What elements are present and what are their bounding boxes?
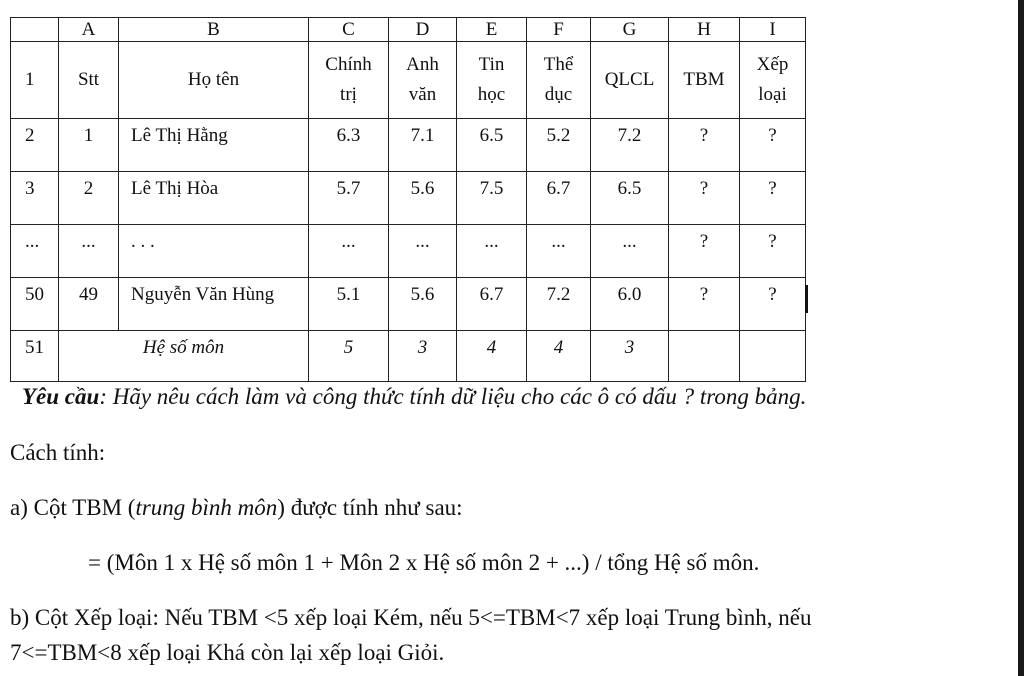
cell-xep-loai[interactable]: ? [740,172,806,225]
part-a-text [10,493,463,523]
col-header-g[interactable]: G [591,18,669,42]
cell-the-duc[interactable]: 7.2 [527,278,591,331]
cell-stt[interactable]: 2 [59,172,119,225]
row-number[interactable]: ... [11,225,59,278]
header-tin-hoc[interactable] [457,42,527,119]
table-row [11,225,806,278]
col-header-f[interactable]: F [527,18,591,42]
header-qlcl[interactable]: QLCL [591,42,669,119]
cell-qlcl[interactable]: 6.5 [591,172,669,225]
header-xep-loai[interactable] [740,42,806,119]
requirement-body: : Hãy nêu cách làm và công thức tính dữ liệu cho các ô có dấu ? trong bảng. [99,384,807,409]
header-line: loại [758,84,787,105]
page-border [1018,0,1024,676]
cell-name[interactable]: Lê Thị Hằng [119,119,309,172]
cell-the-duc[interactable]: 5.2 [527,119,591,172]
row-number[interactable]: 51 [11,331,59,382]
header-anh-van[interactable] [389,42,457,119]
header-chinh-tri[interactable] [309,42,389,119]
grade-table [10,17,806,382]
text-cursor [805,285,808,313]
cell-qlcl[interactable]: 7.2 [591,119,669,172]
cell-stt[interactable]: 1 [59,119,119,172]
header-line: Chính [325,54,372,75]
table-row [11,278,806,331]
coefficient-row [11,331,806,382]
cell-xep-loai[interactable]: ? [740,119,806,172]
cell-anh-van[interactable]: 5.6 [389,172,457,225]
cell-tbm[interactable]: ? [669,225,740,278]
col-header-h[interactable]: H [669,18,740,42]
cell-the-duc[interactable]: 6.7 [527,172,591,225]
row-number[interactable]: 1 [11,42,59,119]
coef-tin-hoc[interactable]: 4 [457,331,527,382]
tbm-formula: = (Môn 1 x Hệ số môn 1 + Môn 2 x Hệ số môn 2 + ...) / tổng Hệ số môn. [88,550,760,575]
cell-stt[interactable]: 49 [59,278,119,331]
cell-name[interactable]: Nguyễn Văn Hùng [119,278,309,331]
part-b-line-2: 7<=TBM<8 xếp loại Khá còn lại xếp loại Giỏi. [10,640,445,665]
cell-chinh-tri[interactable]: ... [309,225,389,278]
coef-the-duc[interactable]: 4 [527,331,591,382]
header-line: học [477,84,506,105]
col-header-i[interactable]: I [740,18,806,42]
part-b-line-1: b) Cột Xếp loại: Nếu TBM <5 xếp loại Kém, nếu 5<=TBM<7 xếp loại Trung bình, nếu [10,605,812,630]
header-line: Anh [406,54,439,75]
col-header-a[interactable]: A [59,18,119,42]
header-tbm[interactable]: TBM [669,42,740,119]
header-the-duc[interactable] [527,42,591,119]
header-name[interactable]: Họ tên [119,42,309,119]
cell-chinh-tri[interactable]: 6.3 [309,119,389,172]
coef-xep-loai-empty[interactable] [740,331,806,382]
method-heading: Cách tính: [10,440,106,465]
cell-anh-van[interactable]: 7.1 [389,119,457,172]
column-letter-row [11,18,806,42]
cell-name[interactable]: . . . [119,225,309,278]
header-line: Tin [478,54,505,75]
cell-stt[interactable]: ... [59,225,119,278]
header-line: trị [340,84,357,105]
table-row [11,119,806,172]
part-a-post: ) được tính như sau: [277,495,463,520]
col-header-d[interactable]: D [389,18,457,42]
coef-chinh-tri[interactable]: 5 [309,331,389,382]
cell-xep-loai[interactable]: ? [740,225,806,278]
cell-chinh-tri[interactable]: 5.1 [309,278,389,331]
coef-qlcl[interactable]: 3 [591,331,669,382]
col-header-b[interactable]: B [119,18,309,42]
part-a-pre: a) Cột TBM ( [10,495,136,520]
requirement-lead: Yêu cầu [22,384,100,409]
corner-cell[interactable] [11,18,59,42]
col-header-c[interactable]: C [309,18,389,42]
row-number[interactable]: 50 [11,278,59,331]
cell-name[interactable]: Lê Thị Hòa [119,172,309,225]
cell-anh-van[interactable]: 5.6 [389,278,457,331]
cell-tbm[interactable]: ? [669,278,740,331]
cell-xep-loai[interactable]: ? [740,278,806,331]
col-header-e[interactable]: E [457,18,527,42]
header-line: dục [544,84,573,105]
cell-tin-hoc[interactable]: ... [457,225,527,278]
cell-qlcl[interactable]: ... [591,225,669,278]
cell-tin-hoc[interactable]: 7.5 [457,172,527,225]
coef-tbm-empty[interactable] [669,331,740,382]
cell-tbm[interactable]: ? [669,119,740,172]
cell-anh-van[interactable]: ... [389,225,457,278]
field-header-row [11,42,806,119]
coefficient-label[interactable]: Hệ số môn [59,331,309,382]
part-a-italic: trung bình môn [135,495,278,520]
row-number[interactable]: 3 [11,172,59,225]
cell-the-duc[interactable]: ... [527,225,591,278]
header-line: Thể [543,54,574,75]
header-stt[interactable]: Stt [59,42,119,119]
header-line: văn [408,84,437,105]
table-row [11,172,806,225]
header-line: Xếp [756,54,789,75]
coef-anh-van[interactable]: 3 [389,331,457,382]
cell-tin-hoc[interactable]: 6.5 [457,119,527,172]
cell-tbm[interactable]: ? [669,172,740,225]
cell-tin-hoc[interactable]: 6.7 [457,278,527,331]
requirement-text [22,382,806,412]
cell-chinh-tri[interactable]: 5.7 [309,172,389,225]
cell-qlcl[interactable]: 6.0 [591,278,669,331]
row-number[interactable]: 2 [11,119,59,172]
